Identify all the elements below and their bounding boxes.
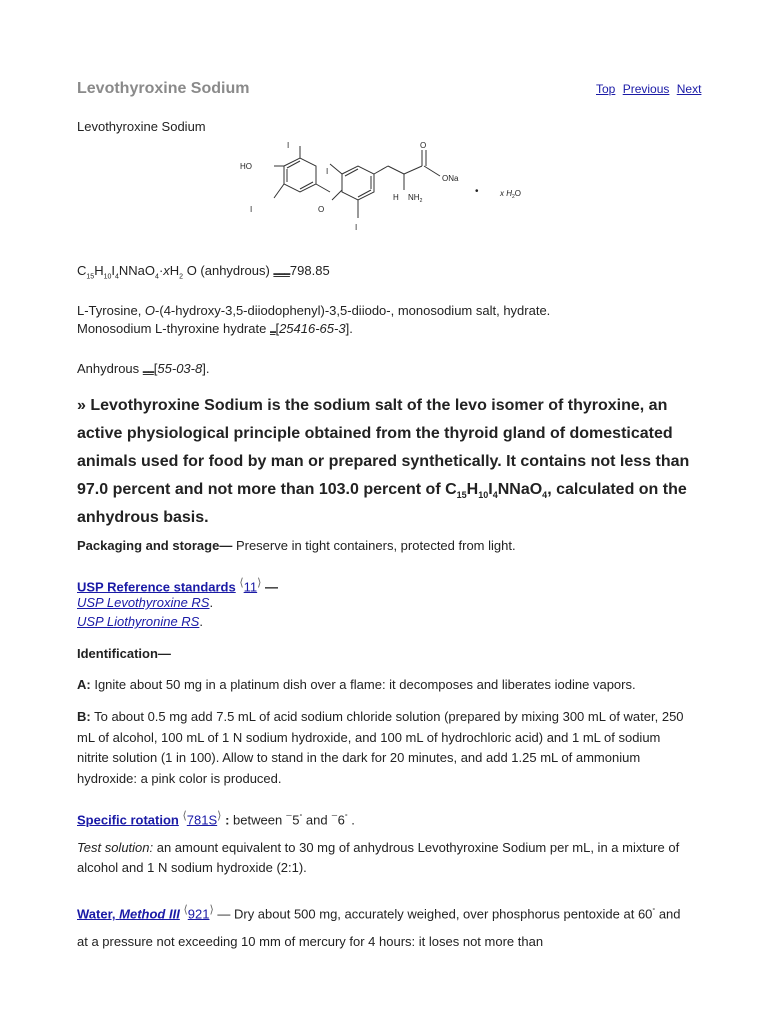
monograph-subtitle: Levothyroxine Sodium bbox=[77, 119, 206, 134]
anhydrous-cas: Anhydrous ▬▬[55-03-8]. bbox=[77, 361, 210, 376]
chapter-781s-link[interactable]: 781S bbox=[186, 812, 218, 828]
rs-item: USP Levothyroxine RS. bbox=[77, 595, 214, 610]
h-label: H bbox=[393, 193, 399, 202]
molecular-formula: $C_{15}H_{10}I_4NNaO_4\cdot xH_2$ O (anhydrous) ▬▬▬798.85 bbox=[77, 263, 330, 281]
water-link[interactable]: Water, Method III bbox=[77, 906, 180, 922]
specific-rotation: Specific rotation ⟨781S⟩ : between −5° and −6° . bbox=[77, 810, 355, 828]
nh2-label: $NH_2$ bbox=[408, 193, 423, 204]
hydrate-dot: • bbox=[475, 186, 479, 197]
water-method: Water, Method III ⟨921⟩ — Dry about 500 mg, accurately weighed, over phosphorus pentoxide at 60° and at a pressure not exceeding 10 mm of mercury for 4 hours: it loses not more than bbox=[77, 904, 681, 950]
molecular-weight: 798.85 bbox=[289, 263, 330, 278]
iodine-label-2: I bbox=[250, 205, 253, 214]
test-solution: Test solution: an amount equivalent to 30 mg of anhydrous Levothyroxine Sodium per mL, in a mixture of alcohol and 1 N sodium hydroxide (2:1). bbox=[77, 840, 680, 875]
cas-hydrate: 25416-65-3 bbox=[279, 321, 346, 336]
definition: » Levothyroxine Sodium is the sodium salt of the levo isomer of thyroxine, an active physiological principle obtained from the thyroid gland of domesticated animals used for food by man or prepared synthetically. It contains not less than 97.0 percent and not more than 103.0 percent of $C_{15}H_{10}I_4NNaO_4$, calculated on the anhydrous basis. bbox=[77, 397, 690, 526]
structure-diagram bbox=[230, 138, 570, 238]
reference-standards-link[interactable]: USP Reference standards bbox=[77, 579, 236, 595]
rs-item: USP Liothyronine RS. bbox=[77, 614, 203, 629]
ho-label: HO bbox=[240, 162, 252, 171]
hydrate-name: Monosodium L-thyroxine hydrate ▬[25416-65-3]. bbox=[77, 321, 353, 336]
cas-anhydrous: 55-03-8 bbox=[157, 361, 203, 376]
structure-bonds bbox=[274, 146, 440, 218]
iodine-label-1: I bbox=[287, 141, 290, 150]
iodine-label-4: I bbox=[355, 223, 358, 232]
page-title: Levothyroxine Sodium bbox=[77, 80, 250, 97]
top-link[interactable]: Top bbox=[596, 82, 616, 96]
specific-rotation-link[interactable]: Specific rotation bbox=[77, 812, 179, 828]
top-nav bbox=[592, 82, 701, 96]
hydrate-label: x $H_2O$ bbox=[500, 189, 522, 200]
next-link[interactable]: Next bbox=[676, 82, 702, 96]
identification-b: B: To about 0.5 mg add 7.5 mL of acid sodium chloride solution (prepared by mixing 300 mL of water, 250 mL of alcohol, 100 mL of 1 N sodium hydroxide, and 100 mL of hydrochloric acid) and 1 mL of sodium nitrite solution (1 in 100). Allow to stand in the dark for 20 minutes, and add 1.25 mL of ammonium hydroxide: a pink color is produced. bbox=[77, 709, 684, 786]
iodine-label-3: I bbox=[326, 167, 329, 176]
carbonyl-o-label: O bbox=[420, 141, 427, 150]
previous-link[interactable]: Previous bbox=[622, 82, 670, 96]
chapter-921-link[interactable]: 921 bbox=[187, 906, 210, 922]
reference-standards: USP Reference standards ⟨11⟩ — bbox=[77, 577, 279, 595]
mw-marker: ▬▬▬ bbox=[273, 271, 290, 277]
packaging-storage: Packaging and storage— Preserve in tight containers, protected from light. bbox=[77, 538, 516, 553]
chapter-11-link[interactable]: 11 bbox=[243, 579, 258, 595]
chemical-name: L-Tyrosine, O-(4-hydroxy-3,5-diiodophenyl)-3,5-diiodo-, monosodium salt, hydrate. bbox=[77, 303, 551, 318]
liothyronine-rs-link[interactable]: USP Liothyronine RS bbox=[77, 614, 200, 629]
ether-o-label: O bbox=[318, 205, 325, 214]
levothyroxine-rs-link[interactable]: USP Levothyroxine RS bbox=[77, 595, 210, 610]
identification-heading: Identification— bbox=[77, 646, 171, 661]
identification-a: A: Ignite about 50 mg in a platinum dish over a flame: it decomposes and liberates iodine vapors. bbox=[77, 677, 636, 692]
ona-label: ONa bbox=[442, 174, 459, 183]
